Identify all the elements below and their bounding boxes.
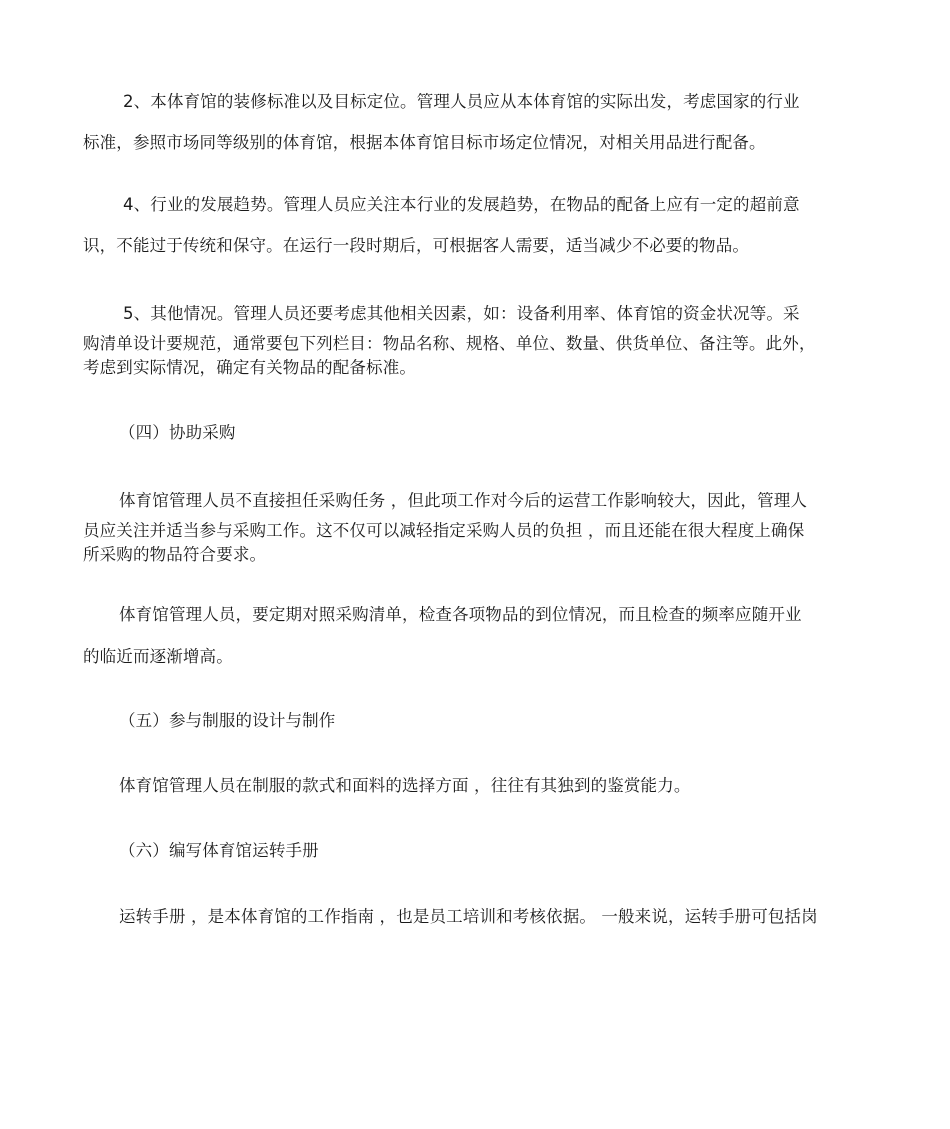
paragraph-5-line-1: 5、其他情况。管理人员还要考虑其他相关因素，如：设备利用率、体育馆的资金状况等。采: [123, 304, 800, 323]
paragraph-2-line-2: 标准，参照市场同等级别的体育馆，根据本体育馆目标市场定位情况，对相关用品进行配备。: [83, 133, 766, 152]
paragraph-purchase-line-1: 体育馆管理人员不直接担任采购任务 ，但此项工作对今后的运营工作影响较大，因此，管理人: [119, 491, 808, 510]
paragraph-check-line-2: 的临近而逐渐增高。: [83, 647, 233, 666]
paragraph-manual-line-1: 运转手册 ，是本体育馆的工作指南 ，也是员工培训和考核依据。 一般来说，运转手册可包括岗: [119, 907, 818, 926]
paragraph-5-line-2: 购清单设计要规范，通常要包下列栏目：物品名称、规格、单位、数量、供货单位、备注等。此外，: [83, 334, 816, 353]
paragraph-5-line-3: 考虑到实际情况，确定有关物品的配备标准。: [83, 358, 416, 377]
paragraph-uniform-line-1: 体育馆管理人员在制服的款式和面料的选择方面 ，往往有其独到的鉴赏能力。: [119, 776, 691, 795]
section-heading-4: （四）协助采购: [119, 423, 236, 442]
paragraph-2-line-1: 2、本体育馆的装修标准以及目标定位。管理人员应从本体育馆的实际出发，考虑国家的行业: [123, 92, 800, 111]
paragraph-purchase-line-2: 员应关注并适当参与采购工作。这不仅可以减轻指定采购人员的负担 ，而且还能在很大程度上确保: [83, 521, 805, 540]
section-heading-5: （五）参与制服的设计与制作: [119, 711, 336, 730]
paragraph-purchase-line-3: 所采购的物品符合要求。: [83, 545, 267, 564]
section-heading-6: （六）编写体育馆运转手册: [119, 841, 319, 860]
paragraph-4-line-2: 识，不能过于传统和保守。在运行一段时期后，可根据客人需要，适当减少不必要的物品。: [83, 236, 749, 255]
paragraph-check-line-1: 体育馆管理人员，要定期对照采购清单，检查各项物品的到位情况，而且检查的频率应随开业: [119, 605, 802, 624]
paragraph-4-line-1: 4、行业的发展趋势。管理人员应关注本行业的发展趋势，在物品的配备上应有一定的超前意: [123, 195, 800, 214]
